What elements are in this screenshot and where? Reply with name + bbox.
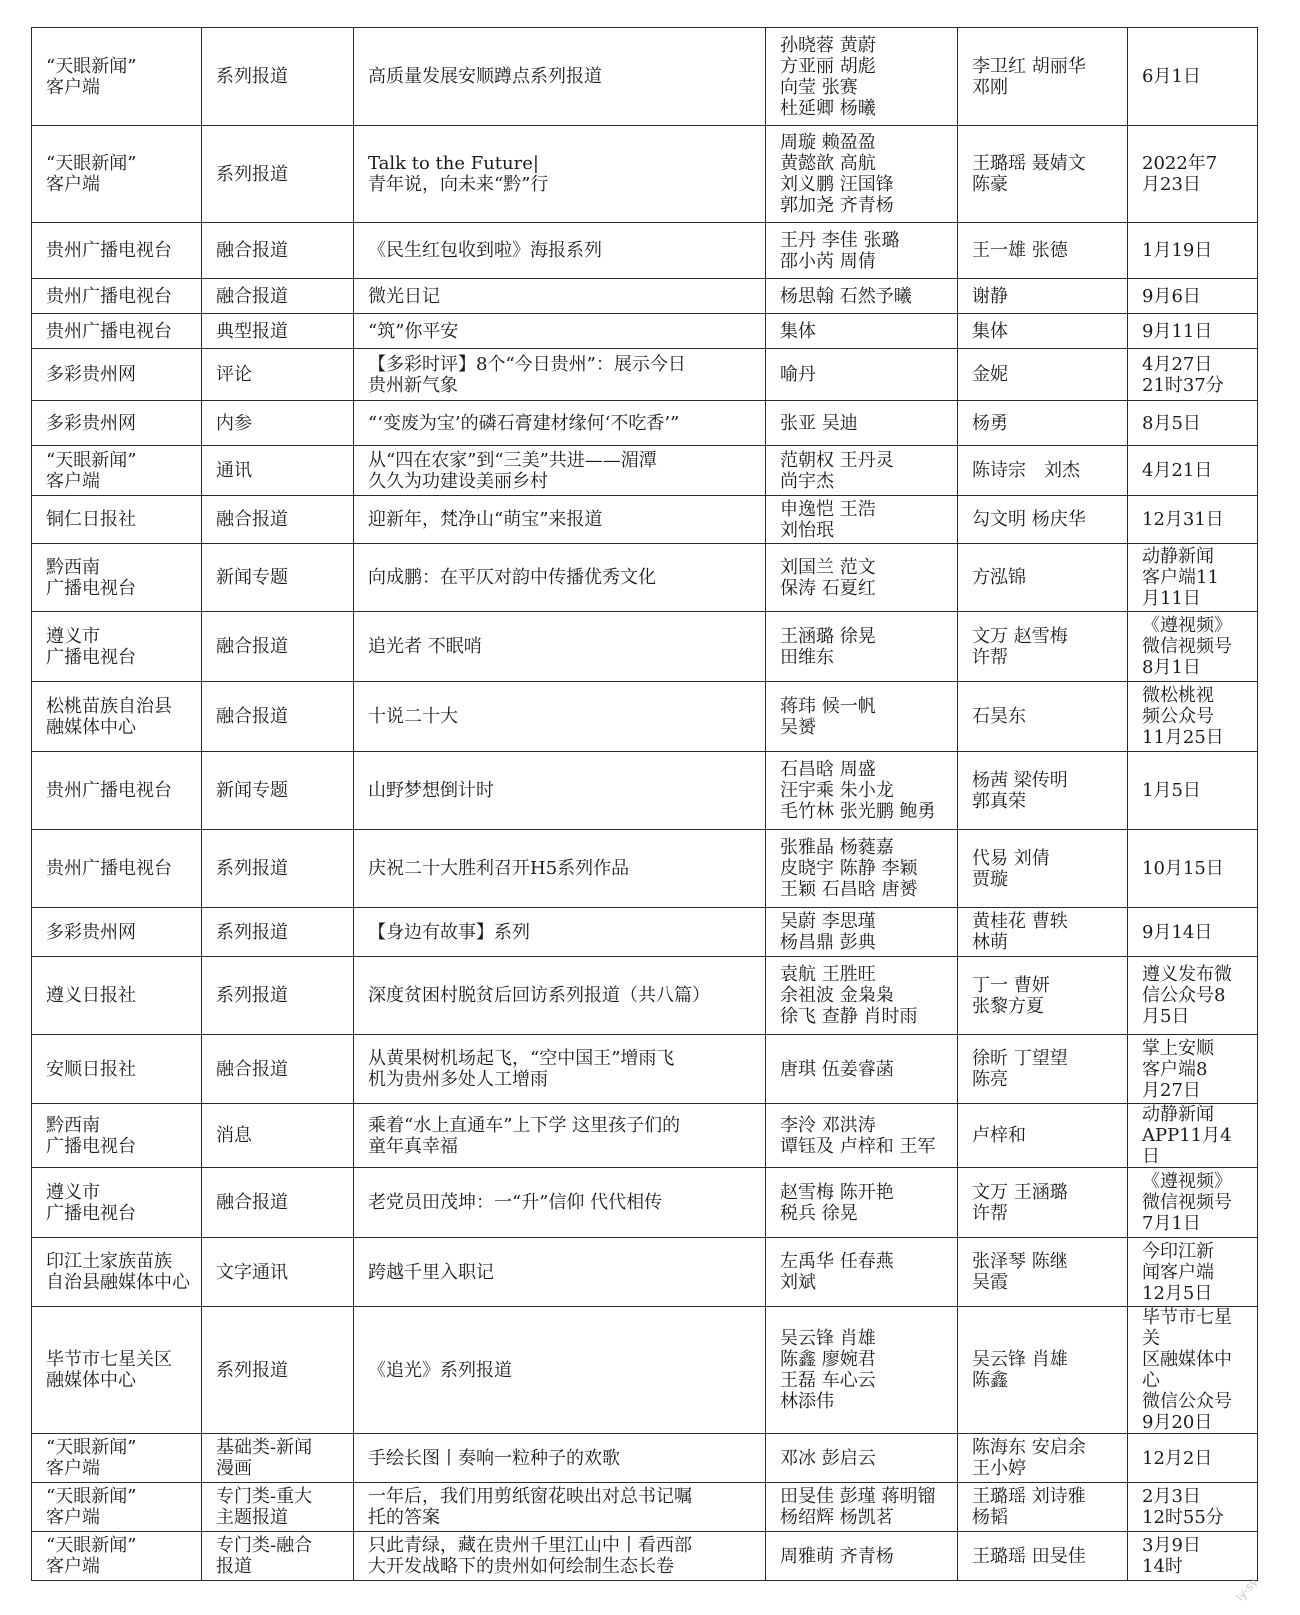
title-cell: 老党员田茂坤：一“升”信仰 代代相传 [354,1168,766,1238]
editors-cell: 集体 [958,314,1128,349]
awards-table [31,27,1258,1581]
category-cell: 专门类-重大 主题报道 [202,1483,354,1532]
authors-cell: 田旻佳 彭瑾 蒋明镏 杨绍辉 杨凯茗 [766,1483,958,1532]
title-cell: 【身边有故事】系列 [354,908,766,957]
category-cell: 系列报道 [202,28,354,126]
editors-cell: 丁一 曹妍 张黎方夏 [958,957,1128,1035]
editors-cell: 李卫红 胡丽华 邓刚 [958,28,1128,126]
unit-cell: 黔西南 广播电视台 [32,1104,202,1168]
unit-cell: “天眼新闻” 客户端 [32,126,202,223]
title-cell: 十说二十大 [354,682,766,752]
table-row [32,1532,1258,1581]
editors-cell: 王璐瑶 田旻佳 [958,1532,1128,1581]
title-cell: 乘着“水上直通车”上下学 这里孩子们的 童年真幸福 [354,1104,766,1168]
editors-cell: 陈诗宗 刘杰 [958,446,1128,496]
unit-cell: 多彩贵州网 [32,401,202,446]
editors-cell: 勾文明 杨庆华 [958,496,1128,544]
table-row [32,279,1258,314]
unit-cell: 松桃苗族自治县 融媒体中心 [32,682,202,752]
date-cell: 1月5日 [1128,752,1258,830]
title-cell: 向成鹏：在平仄对韵中传播优秀文化 [354,544,766,612]
category-cell: 专门类-融合 报道 [202,1532,354,1581]
title-cell: 迎新年，梵净山“萌宝”来报道 [354,496,766,544]
table-row [32,401,1258,446]
authors-cell: 王涵璐 徐晃 田维东 [766,612,958,682]
authors-cell: 吴蔚 李思瑾 杨昌鼎 彭典 [766,908,958,957]
authors-cell: 杨思翰 石然予曦 [766,279,958,314]
category-cell: 评论 [202,349,354,401]
date-cell: 3月9日 14时 [1128,1532,1258,1581]
table-body [32,28,1258,1581]
date-cell: 2月3日 12时55分 [1128,1483,1258,1532]
category-cell: 系列报道 [202,908,354,957]
authors-cell: 申逸恺 王浩 刘怡珉 [766,496,958,544]
title-cell: “‘变废为宝’的磷石膏建材缘何‘不吃香’” [354,401,766,446]
unit-cell: 遵义日报社 [32,957,202,1035]
category-cell: 系列报道 [202,126,354,223]
table-row [32,752,1258,830]
category-cell: 融合报道 [202,1035,354,1104]
category-cell: 典型报道 [202,314,354,349]
title-cell: 《民生红包收到啦》海报系列 [354,223,766,279]
authors-cell: 集体 [766,314,958,349]
authors-cell: 蒋玮 候一帆 吴赟 [766,682,958,752]
date-cell: 4月21日 [1128,446,1258,496]
title-cell: 高质量发展安顺蹲点系列报道 [354,28,766,126]
title-cell: 追光者 不眠哨 [354,612,766,682]
title-cell: 【多彩时评】8个“今日贵州”：展示今日 贵州新气象 [354,349,766,401]
title-cell: 《追光》系列报道 [354,1307,766,1434]
date-cell: 《遵视频》 微信视频号 8月1日 [1128,612,1258,682]
authors-cell: 周璇 赖盈盈 黄懿歆 高航 刘义鹏 汪国锋 郭加尧 齐青杨 [766,126,958,223]
table-row [32,349,1258,401]
editors-cell: 代易 刘倩 贾璇 [958,830,1128,908]
category-cell: 文字通讯 [202,1238,354,1307]
unit-cell: 贵州广播电视台 [32,314,202,349]
category-cell: 新闻专题 [202,544,354,612]
category-cell: 融合报道 [202,223,354,279]
editors-cell: 黄桂花 曹轶 林萌 [958,908,1128,957]
title-cell: 微光日记 [354,279,766,314]
date-cell: 10月15日 [1128,830,1258,908]
authors-cell: 范朝权 王丹灵 尚宇杰 [766,446,958,496]
unit-cell: 贵州广播电视台 [32,279,202,314]
table-row [32,1168,1258,1238]
table-row [32,446,1258,496]
authors-cell: 李泠 邓洪涛 谭钰及 卢梓和 王军 [766,1104,958,1168]
table-row [32,1483,1258,1532]
title-cell: 深度贫困村脱贫后回访系列报道（共八篇） [354,957,766,1035]
date-cell: 12月2日 [1128,1434,1258,1483]
unit-cell: 印江土家族苗族 自治县融媒体中心 [32,1238,202,1307]
category-cell: 系列报道 [202,830,354,908]
table-row [32,830,1258,908]
table-row [32,496,1258,544]
authors-cell: 石昌晗 周盛 汪宇乘 朱小龙 毛竹林 张光鹏 鲍勇 [766,752,958,830]
authors-cell: 左禹华 任春燕 刘斌 [766,1238,958,1307]
date-cell: 遵义发布微 信公众号8 月5日 [1128,957,1258,1035]
title-cell: Talk to the Future| 青年说，向未来“黔”行 [354,126,766,223]
authors-cell: 赵雪梅 陈开艳 税兵 徐晃 [766,1168,958,1238]
authors-cell: 张亚 吴迪 [766,401,958,446]
date-cell: 9月14日 [1128,908,1258,957]
editors-cell: 杨勇 [958,401,1128,446]
title-cell: 庆祝二十大胜利召开H5系列作品 [354,830,766,908]
authors-cell: 周雅萌 齐青杨 [766,1532,958,1581]
date-cell: 《遵视频》 微信视频号 7月1日 [1128,1168,1258,1238]
category-cell: 通讯 [202,446,354,496]
table-row [32,1434,1258,1483]
title-cell: 从“四在农家”到“三美”共进——湄潭 久久为功建设美丽乡村 [354,446,766,496]
table-row [32,1035,1258,1104]
authors-cell: 张雅晶 杨蕤嘉 皮晓宇 陈静 李颖 王颖 石昌晗 唐赟 [766,830,958,908]
category-cell: 新闻专题 [202,752,354,830]
authors-cell: 孙晓蓉 黄蔚 方亚丽 胡彪 向莹 张赛 杜延卿 杨曦 [766,28,958,126]
title-cell: 跨越千里入职记 [354,1238,766,1307]
date-cell: 9月11日 [1128,314,1258,349]
category-cell: 融合报道 [202,1168,354,1238]
date-cell: 1月19日 [1128,223,1258,279]
authors-cell: 吴云锋 肖雄 陈鑫 廖婉君 王磊 车心云 林添伟 [766,1307,958,1434]
table-row [32,223,1258,279]
authors-cell: 邓冰 彭启云 [766,1434,958,1483]
unit-cell: “天眼新闻” 客户端 [32,1483,202,1532]
editors-cell: 文万 王涵璐 许帮 [958,1168,1128,1238]
unit-cell: 贵州广播电视台 [32,830,202,908]
date-cell: 9月6日 [1128,279,1258,314]
editors-cell: 王一雄 张德 [958,223,1128,279]
category-cell: 融合报道 [202,682,354,752]
editors-cell: 张泽琴 陈继 吴霞 [958,1238,1128,1307]
editors-cell: 陈海东 安启余 王小婷 [958,1434,1128,1483]
category-cell: 融合报道 [202,279,354,314]
table-row [32,544,1258,612]
table-row [32,1238,1258,1307]
editors-cell: 文万 赵雪梅 许帮 [958,612,1128,682]
date-cell: 毕节市七星关 区融媒体中心 微信公众号 9月20日 [1128,1307,1258,1434]
editors-cell: 卢梓和 [958,1104,1128,1168]
editors-cell: 王璐瑶 聂婧文 陈豪 [958,126,1128,223]
table-row [32,1307,1258,1434]
unit-cell: 贵州广播电视台 [32,223,202,279]
authors-cell: 唐琪 伍姜睿菡 [766,1035,958,1104]
title-cell: 一年后，我们用剪纸窗花映出对总书记嘱 托的答案 [354,1483,766,1532]
category-cell: 基础类-新闻 漫画 [202,1434,354,1483]
editors-cell: 金妮 [958,349,1128,401]
unit-cell: 毕节市七星关区 融媒体中心 [32,1307,202,1434]
category-cell: 系列报道 [202,957,354,1035]
category-cell: 内参 [202,401,354,446]
date-cell: 12月31日 [1128,496,1258,544]
unit-cell: 遵义市 广播电视台 [32,1168,202,1238]
table-row [32,682,1258,752]
table-row [32,314,1258,349]
editors-cell: 谢静 [958,279,1128,314]
unit-cell: 铜仁日报社 [32,496,202,544]
title-cell: 只此青绿，藏在贵州千里江山中丨看西部 大开发战略下的贵州如何绘制生态长卷 [354,1532,766,1581]
table-row [32,957,1258,1035]
unit-cell: 遵义市 广播电视台 [32,612,202,682]
editors-cell: 杨茜 梁传明 郭真荣 [958,752,1128,830]
date-cell: 动静新闻 APP11月4日 [1128,1104,1258,1168]
unit-cell: 多彩贵州网 [32,908,202,957]
date-cell: 4月27日 21时37分 [1128,349,1258,401]
category-cell: 系列报道 [202,1307,354,1434]
unit-cell: “天眼新闻” 客户端 [32,28,202,126]
date-cell: 今印江新 闻客户端 12月5日 [1128,1238,1258,1307]
date-cell: 微松桃视 频公众号 11月25日 [1128,682,1258,752]
authors-cell: 喻丹 [766,349,958,401]
editors-cell: 方泓锦 [958,544,1128,612]
unit-cell: “天眼新闻” 客户端 [32,1434,202,1483]
watermark: ly-sy [1233,1575,1261,1604]
title-cell: “筑”你平安 [354,314,766,349]
date-cell: 2022年7 月23日 [1128,126,1258,223]
title-cell: 从黄果树机场起飞，“空中国王”增雨飞 机为贵州多处人工增雨 [354,1035,766,1104]
title-cell: 山野梦想倒计时 [354,752,766,830]
category-cell: 融合报道 [202,612,354,682]
unit-cell: “天眼新闻” 客户端 [32,1532,202,1581]
authors-cell: 刘国兰 范文 保涛 石夏红 [766,544,958,612]
unit-cell: 黔西南 广播电视台 [32,544,202,612]
title-cell: 手绘长图丨奏响一粒种子的欢歌 [354,1434,766,1483]
editors-cell: 王璐瑶 刘诗雅 杨韬 [958,1483,1128,1532]
unit-cell: 多彩贵州网 [32,349,202,401]
unit-cell: 安顺日报社 [32,1035,202,1104]
date-cell: 动静新闻 客户端11 月11日 [1128,544,1258,612]
table-row [32,126,1258,223]
table-row [32,28,1258,126]
authors-cell: 袁航 王胜旺 余祖波 金枭枭 徐飞 查静 肖时雨 [766,957,958,1035]
table-row [32,908,1258,957]
unit-cell: “天眼新闻” 客户端 [32,446,202,496]
table-row [32,612,1258,682]
category-cell: 融合报道 [202,496,354,544]
table-row [32,1104,1258,1168]
date-cell: 掌上安顺 客户端8 月27日 [1128,1035,1258,1104]
unit-cell: 贵州广播电视台 [32,752,202,830]
authors-cell: 王丹 李佳 张璐 邵小芮 周倩 [766,223,958,279]
editors-cell: 吴云锋 肖雄 陈鑫 [958,1307,1128,1434]
date-cell: 6月1日 [1128,28,1258,126]
editors-cell: 石昊东 [958,682,1128,752]
date-cell: 8月5日 [1128,401,1258,446]
editors-cell: 徐昕 丁望望 陈亮 [958,1035,1128,1104]
category-cell: 消息 [202,1104,354,1168]
